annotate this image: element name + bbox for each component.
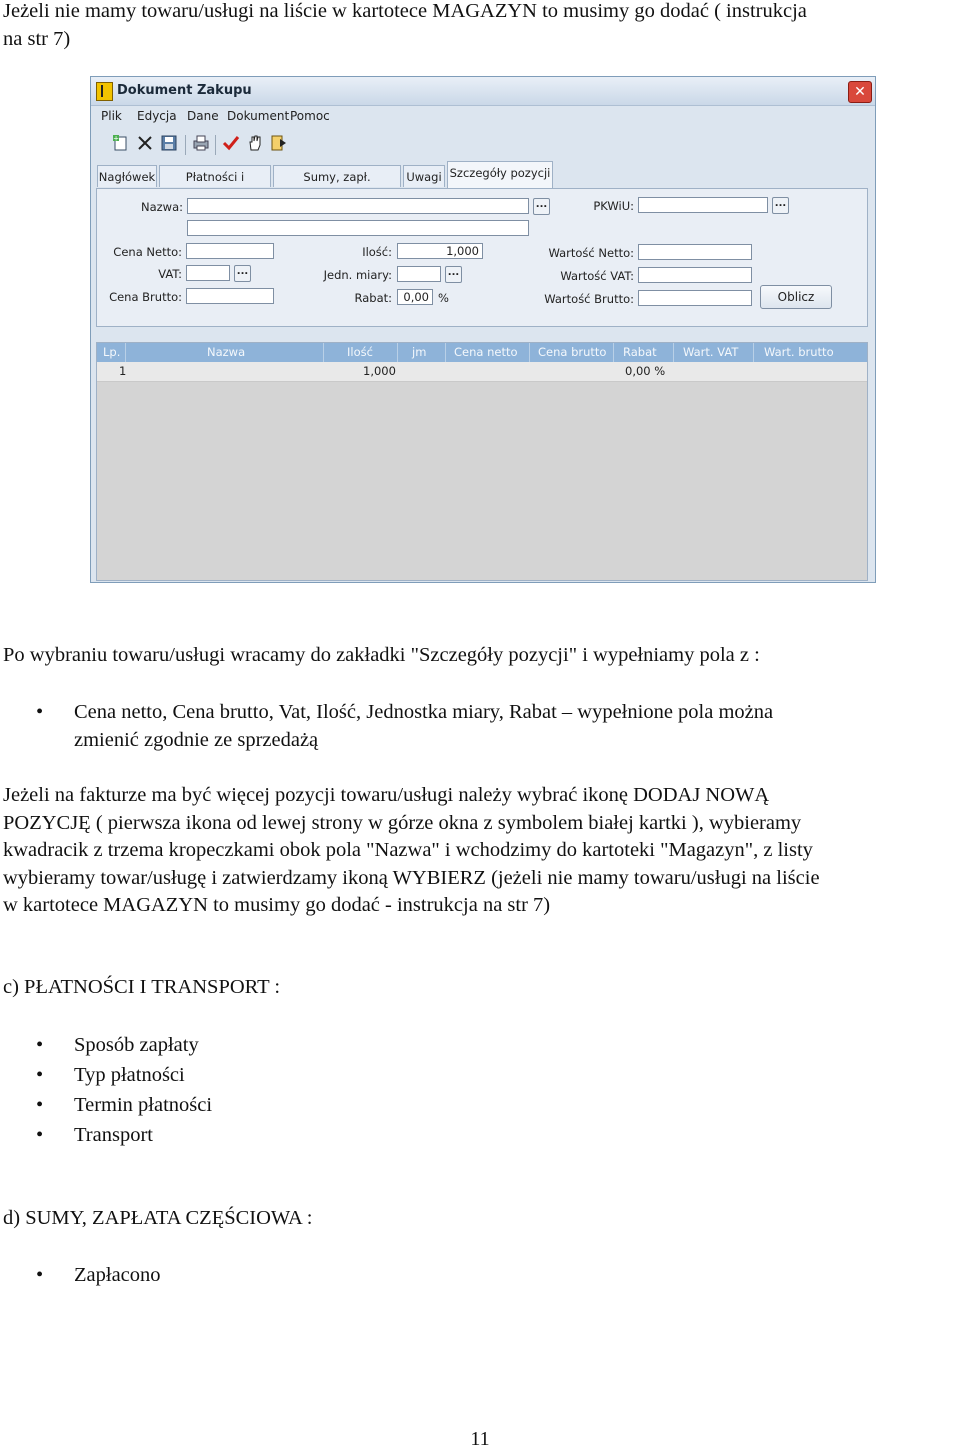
ilosc-field[interactable]: 1,000 xyxy=(397,243,483,259)
bullet: • xyxy=(36,701,44,723)
page-number: 11 xyxy=(470,1428,490,1450)
col-rabat[interactable]: Rabat xyxy=(623,345,657,359)
bullet: • xyxy=(36,1064,44,1086)
save-icon[interactable] xyxy=(159,134,179,154)
cena-brutto-field[interactable] xyxy=(186,288,274,304)
delete-icon[interactable] xyxy=(135,134,155,154)
intro-line-1: Jeżeli nie mamy towaru/usługi na liście w kartotece MAGAZYN to musimy go dodać ( instrukcja xyxy=(3,0,807,22)
nazwa-lookup-button[interactable]: ... xyxy=(533,198,550,215)
menu-dane[interactable]: Dane xyxy=(187,109,219,123)
column-divider xyxy=(529,343,530,362)
nazwa-label: Nazwa: xyxy=(140,200,183,214)
para2-line-3: kwadracik z trzema kropeczkami obok pola "Nazwa" i wchodzimy do kartoteki "Magazyn", z listy xyxy=(3,839,813,861)
menu-bar xyxy=(91,106,875,128)
col-nazwa[interactable]: Nazwa xyxy=(207,345,246,359)
table-row[interactable] xyxy=(97,362,867,382)
cena-netto-label: Cena Netto: xyxy=(113,245,182,259)
list-c-item-2: Typ płatności xyxy=(74,1064,185,1086)
oblicz-button[interactable]: Oblicz xyxy=(760,285,832,309)
tab-szczegoly-pozycji[interactable]: Szczegóły pozycji xyxy=(447,161,553,189)
rabat-field[interactable]: 0,00 xyxy=(397,289,433,305)
list-c-item-4: Transport xyxy=(74,1124,153,1146)
ilosc-label: Ilość: xyxy=(362,245,392,259)
cena-netto-field[interactable] xyxy=(186,243,274,259)
toolbar xyxy=(97,132,397,158)
grid-header xyxy=(97,343,867,362)
wartosc-netto-field[interactable] xyxy=(638,244,752,260)
intro-line-2: na str 7) xyxy=(3,28,71,50)
wartosc-brutto-field[interactable] xyxy=(638,290,752,306)
tab-sumy-zaplata-czesciowa[interactable]: Sumy, zapł. xyxy=(273,165,401,187)
new-document-icon[interactable] xyxy=(111,134,131,154)
col-lp[interactable]: Lp. xyxy=(103,345,121,359)
column-divider xyxy=(125,343,126,362)
bullet: • xyxy=(36,1264,44,1286)
column-divider xyxy=(397,343,398,362)
col-jm[interactable]: jm xyxy=(412,345,427,359)
pkwiu-field[interactable] xyxy=(638,197,768,213)
list-d-item-1: Zapłacono xyxy=(74,1264,161,1286)
jedn-miary-field[interactable] xyxy=(397,266,441,282)
window-titlebar xyxy=(91,77,875,106)
tab-uwagi[interactable]: Uwagi xyxy=(403,165,445,187)
vat-label: VAT: xyxy=(158,267,182,281)
paragraph-after-selection: Po wybraniu towaru/usługi wracamy do zakładki "Szczegóły pozycji" i wypełniamy pola z : xyxy=(3,644,760,666)
para2-line-4: wybieramy towar/usługę i zatwierdzamy ikoną WYBIERZ (jeżeli nie mamy towaru/usługi na liście xyxy=(3,867,820,889)
toolbar-separator xyxy=(185,135,186,155)
bullet: • xyxy=(36,1034,44,1056)
bullet: • xyxy=(36,1124,44,1146)
accept-icon[interactable] xyxy=(221,134,241,154)
wartosc-vat-field[interactable] xyxy=(638,267,752,283)
item-details-panel xyxy=(96,188,868,327)
rabat-percent: % xyxy=(438,291,449,305)
column-divider xyxy=(753,343,754,362)
print-icon[interactable] xyxy=(191,134,211,154)
cena-brutto-label: Cena Brutto: xyxy=(109,290,182,304)
column-divider xyxy=(445,343,446,362)
column-divider xyxy=(613,343,614,362)
vat-lookup-button[interactable]: ... xyxy=(234,265,251,282)
wartosc-netto-label: Wartość Netto: xyxy=(548,246,634,260)
wartosc-brutto-label: Wartość Brutto: xyxy=(544,292,634,306)
bullet-text-line-2: zmienić zgodnie ze sprzedażą xyxy=(74,729,319,751)
menu-pomoc[interactable]: Pomoc xyxy=(290,109,330,123)
pkwiu-label: PKWiU: xyxy=(593,199,634,213)
pkwiu-lookup-button[interactable]: ... xyxy=(772,197,789,214)
cell-rabat: 0,00 % xyxy=(625,364,666,378)
col-cena-netto[interactable]: Cena netto xyxy=(454,345,518,359)
hand-icon[interactable] xyxy=(245,134,265,154)
cell-ilosc: 1,000 xyxy=(363,364,396,378)
svg-text:+: + xyxy=(113,134,119,143)
col-wart-vat[interactable]: Wart. VAT xyxy=(683,345,739,359)
vat-field[interactable] xyxy=(186,265,230,281)
tab-naglowek[interactable]: Nagłówek xyxy=(97,165,157,187)
menu-plik[interactable]: Plik xyxy=(101,109,122,123)
col-wart-brutto[interactable]: Wart. brutto xyxy=(764,345,834,359)
list-c-item-1: Sposób zapłaty xyxy=(74,1034,199,1056)
app-icon xyxy=(96,82,113,101)
menu-edycja[interactable]: Edycja xyxy=(137,109,177,123)
menu-dokument[interactable]: Dokument xyxy=(227,109,290,123)
jedn-miary-label: Jedn. miary: xyxy=(323,268,392,282)
close-button[interactable]: ✕ xyxy=(848,81,872,103)
purchase-document-window xyxy=(90,76,876,583)
cell-lp: 1 xyxy=(119,364,127,378)
items-grid xyxy=(96,342,868,581)
bullet-text-line-1: Cena netto, Cena brutto, Vat, Ilość, Jednostka miary, Rabat – wypełnione pola można xyxy=(74,701,774,723)
bullet: • xyxy=(36,1094,44,1116)
nazwa-field-2[interactable] xyxy=(187,220,529,236)
section-d-heading: d) SUMY, ZAPŁATA CZĘŚCIOWA : xyxy=(3,1207,313,1229)
window-title: Dokument Zakupu xyxy=(117,83,252,98)
para2-line-5: w kartotece MAGAZYN to musimy go dodać - instrukcja na str 7) xyxy=(3,894,551,916)
wartosc-vat-label: Wartość VAT: xyxy=(560,269,634,283)
para2-line-2: POZYCJĘ ( pierwsza ikona od lewej strony w górze okna z symbolem białej kartki ), wybieramy xyxy=(3,812,802,834)
list-c-item-3: Termin płatności xyxy=(74,1094,213,1116)
jedn-miary-lookup-button[interactable]: ... xyxy=(445,266,462,283)
tab-bar xyxy=(97,161,869,189)
rabat-label: Rabat: xyxy=(354,291,392,305)
tab-platnosci-i-transport[interactable]: Płatności i xyxy=(159,165,271,187)
column-divider xyxy=(673,343,674,362)
cancel-icon[interactable] xyxy=(269,134,289,154)
column-divider xyxy=(323,343,324,362)
para2-line-1: Jeżeli na fakturze ma być więcej pozycji towaru/usługi należy wybrać ikonę DODAJ NOWĄ xyxy=(3,784,770,806)
toolbar-separator xyxy=(215,135,216,155)
section-c-heading: c) PŁATNOŚCI I TRANSPORT : xyxy=(3,976,281,998)
nazwa-field[interactable] xyxy=(187,198,529,214)
col-ilosc[interactable]: Ilość xyxy=(347,345,373,359)
col-cena-brutto[interactable]: Cena brutto xyxy=(538,345,607,359)
